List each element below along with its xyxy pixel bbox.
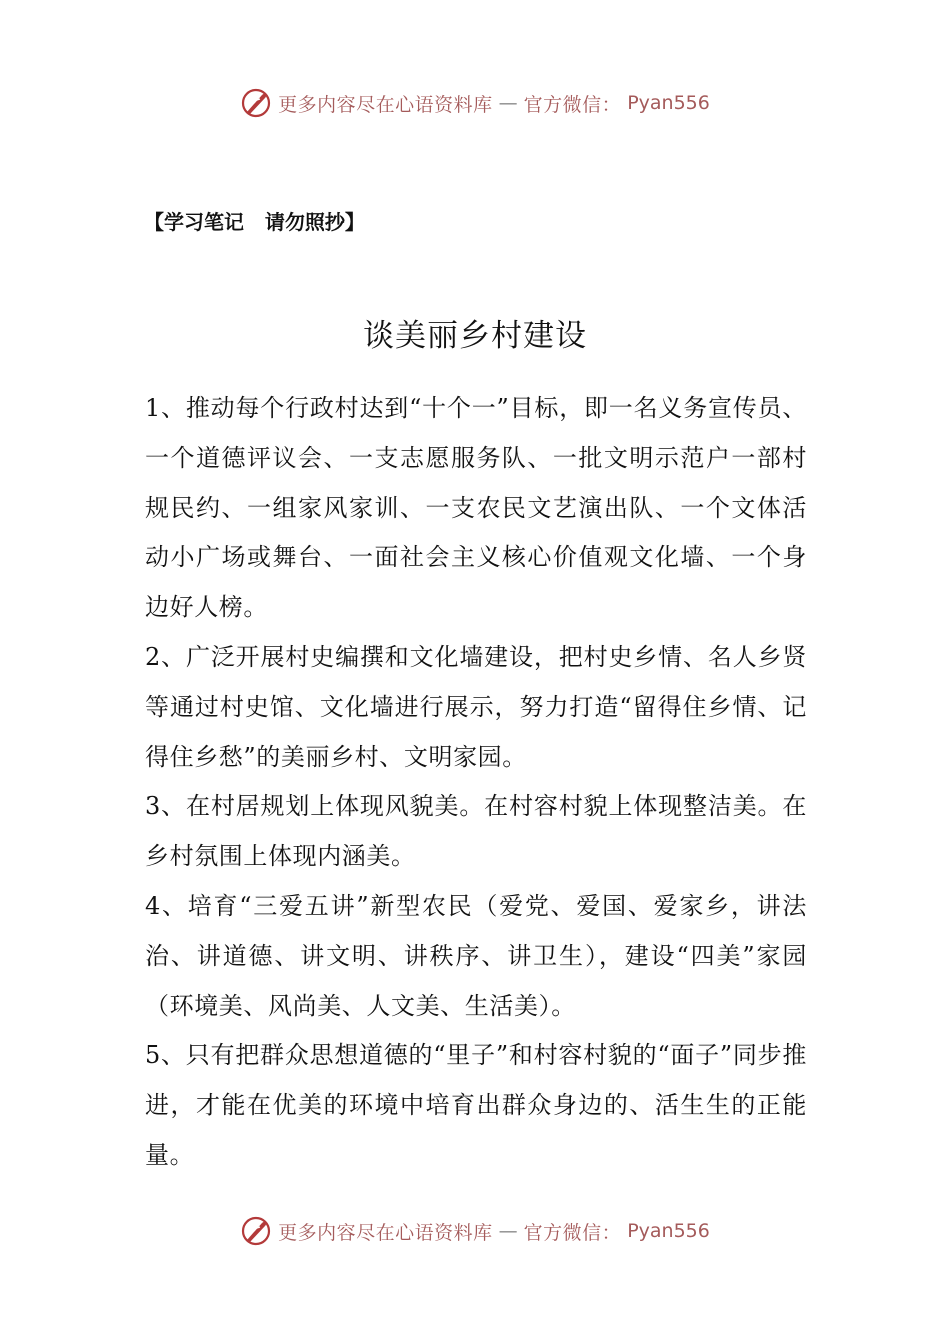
study-notes-notice: 【学习笔记 请勿照抄】 xyxy=(144,210,365,234)
paragraph-2: 2、广泛开展村史编撰和文化墙建设，把村史乡情、名人乡贤等通过村史馆、文化墙进行展示，努力打造“留得住乡情、记得住乡愁”的美丽乡村、文明家园。 xyxy=(145,642,807,771)
watermark-wechat-id: Pyan556 xyxy=(627,1220,710,1242)
header-watermark xyxy=(0,83,950,123)
paragraph-3: 3、在村居规划上体现风貌美。在村容村貌上体现整洁美。在乡村氛围上体现内涵美。 xyxy=(145,792,807,871)
quill-pen-logo-icon xyxy=(240,87,272,119)
watermark-label: 官方微信： xyxy=(523,1221,622,1244)
watermark-text: 更多内容尽在心语资料库 xyxy=(278,93,493,116)
paragraph-4: 4、培育“三爱五讲”新型农民（爱党、爱国、爱家乡，讲法治、讲道德、讲文明、讲秩序、讲卫生），建设“四美”家园（环境美、风尚美、人文美、生活美）。 xyxy=(145,891,807,1020)
document-body xyxy=(145,384,807,1181)
watermark-separator: — xyxy=(498,92,518,114)
watermark-label: 官方微信： xyxy=(523,93,622,116)
quill-pen-logo-icon xyxy=(240,1215,272,1247)
watermark-wechat-id: Pyan556 xyxy=(627,92,710,114)
watermark-separator: — xyxy=(498,1220,518,1242)
watermark-text: 更多内容尽在心语资料库 xyxy=(278,1221,493,1244)
page-title: 谈美丽乡村建设 xyxy=(363,318,587,354)
footer-watermark xyxy=(0,1211,950,1251)
paragraph-1: 1、推动每个行政村达到“十个一”目标，即一名义务宣传员、一个道德评议会、一支志愿服务队、一批文明示范户一部村规民约、一组家风家训、一支农民文艺演出队、一个文体活动小广场或舞台、一面社会主义核心价值观文化墙、一个身边好人榜。 xyxy=(145,394,807,622)
paragraph-5: 5、只有把群众思想道德的“里子”和村容村貌的“面子”同步推进，才能在优美的环境中培育出群众身边的、活生生的正能量。 xyxy=(145,1041,807,1169)
